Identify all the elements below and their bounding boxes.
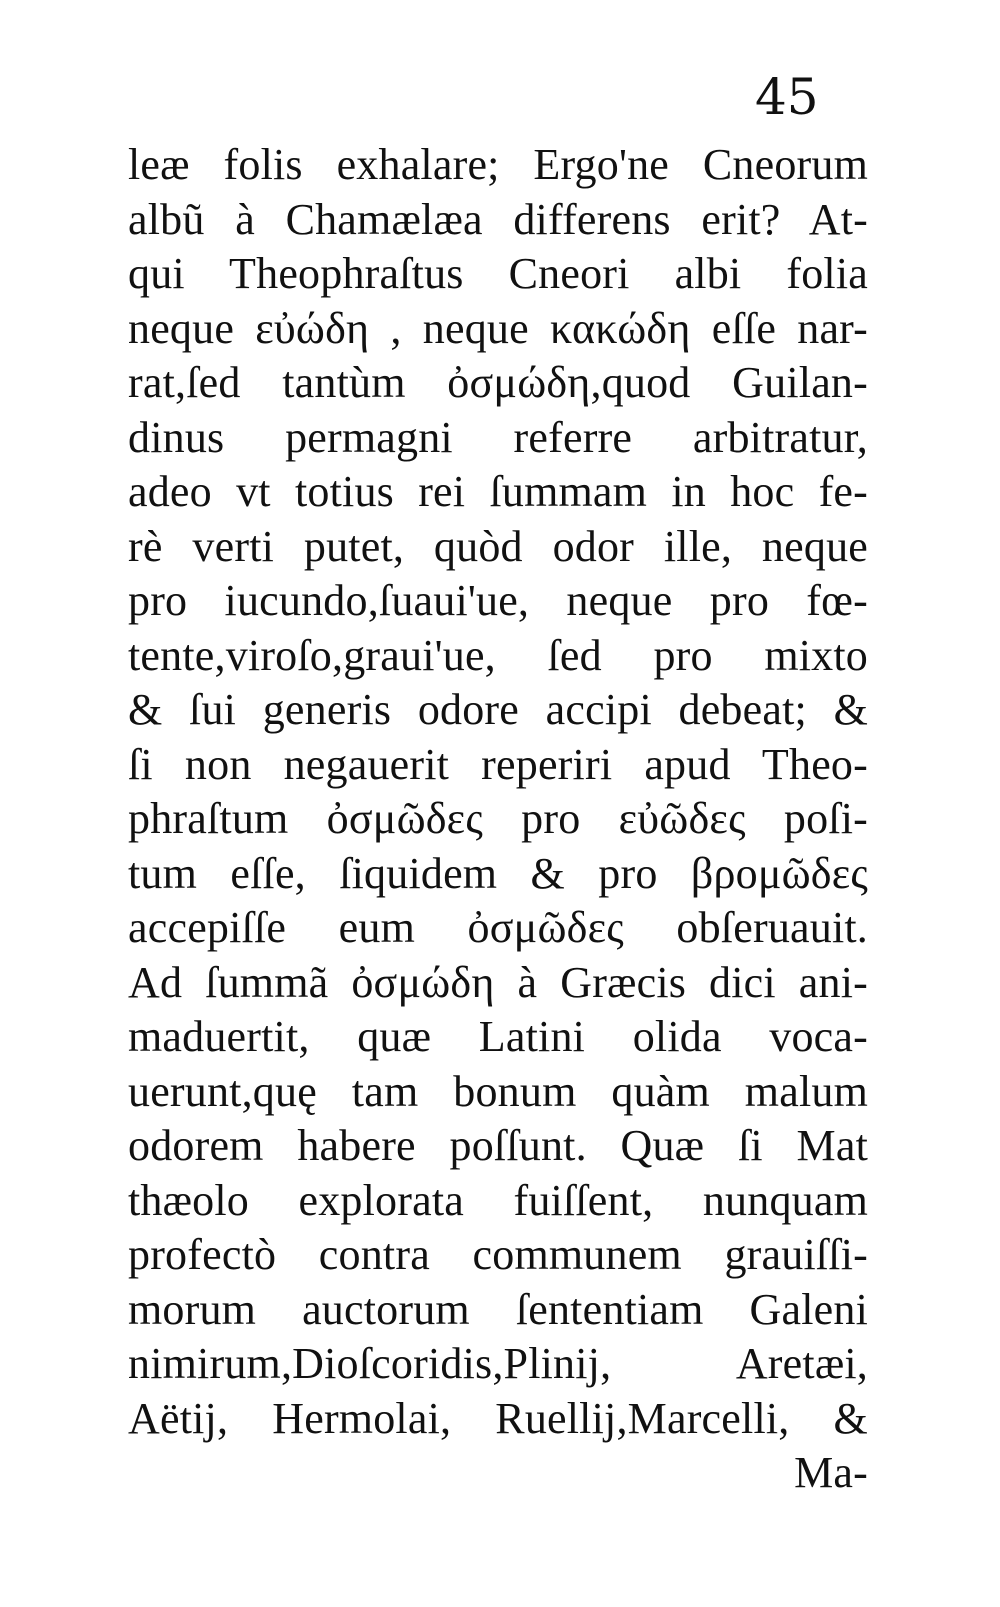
text-line: Ad ſummã ὀσμώδη à Græcis dici ani- — [128, 957, 868, 1007]
text-line: accepiſſe eum ὀσμῶδες obſeruauit. — [128, 903, 868, 952]
text-line: rat,ſed tantùm ὀσμώδη,quod Guilan- — [128, 358, 868, 407]
text-line: adeo vt totius rei ſummam in hoc fe- — [128, 467, 868, 516]
text-line: morum auctorum ſententiam Galeni — [128, 1284, 868, 1334]
text-line: & ſui generis odore accipi debeat; & — [128, 685, 868, 734]
text-line: leæ folis exhalare; Ergo'ne Cneorum — [128, 140, 868, 189]
text-line: profectò contra communem grauiſſi- — [128, 1230, 868, 1279]
text-line: neque εὐώδη , neque κακώδη eſſe nar- — [128, 303, 868, 353]
text-line: albũ à Chamælæa differens erit? At- — [128, 194, 868, 244]
text-line: ſi non negauerit reperiri apud Theo- — [128, 739, 868, 789]
text-line: odorem habere poſſunt. Quæ ſi Mat — [128, 1121, 868, 1170]
text-line: nimirum,Dioſcoridis,Plinij, Aretæi, — [128, 1339, 868, 1388]
text-line: rè verti putet, quòd odor ille, neque — [128, 521, 868, 571]
text-line: qui Theophraſtus Cneori albi folia — [128, 249, 868, 298]
text-line: Aëtij, Hermolai, Ruellij,Marcelli, & — [128, 1393, 868, 1443]
text-line: uerunt,quę tam bonum quàm malum — [128, 1066, 868, 1116]
text-line: thæolo explorata fuiſſent, nunquam — [128, 1175, 868, 1225]
text-line: tum eſſe, ſiquidem & pro βρομῶδες — [128, 848, 868, 898]
text-line: phraſtum ὀσμῶδες pro εὐῶδες poſi- — [128, 794, 868, 843]
text-line: dinus permagni referre arbitratur, — [128, 412, 868, 462]
page-number: 45 — [755, 68, 819, 126]
body-text — [128, 138, 868, 1501]
text-line: pro iucundo,ſuaui'ue, neque pro fœ- — [128, 576, 868, 625]
text-line: maduertit, quæ Latini olida voca- — [128, 1012, 868, 1061]
catchword: Ma- — [794, 1448, 868, 1497]
text-line: tente,viroſo,graui'ue, ſed pro mixto — [128, 630, 868, 680]
